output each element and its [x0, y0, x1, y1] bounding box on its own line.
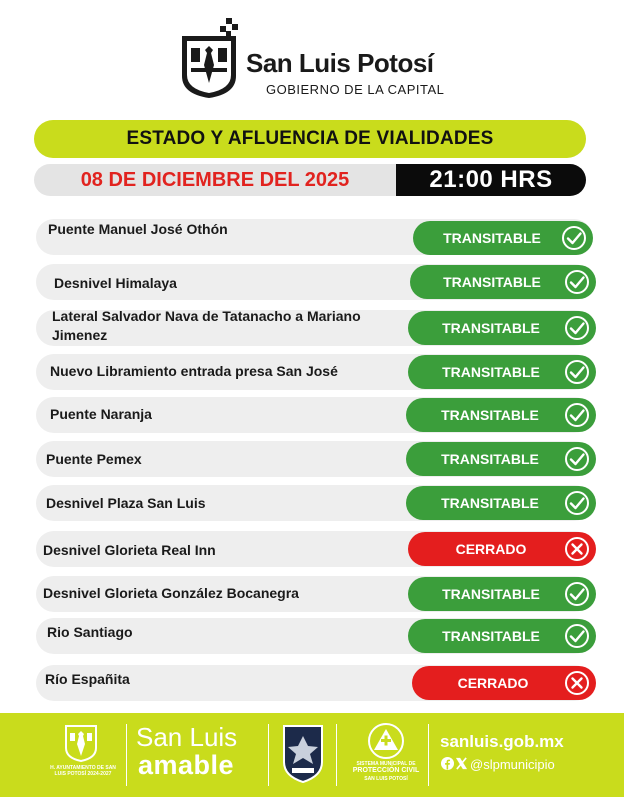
status-label: CERRADO [457, 675, 529, 691]
check-circle-icon [564, 402, 590, 428]
check-circle-icon [564, 446, 590, 472]
road-name: Puente Naranja [50, 406, 152, 422]
status-label: TRANSITABLE [441, 451, 539, 467]
status-label: TRANSITABLE [441, 495, 539, 511]
crest-icon [180, 18, 238, 98]
facebook-icon[interactable] [441, 757, 454, 770]
status-badge [408, 619, 596, 653]
status-badge [408, 355, 596, 389]
status-badge [406, 442, 596, 476]
road-name: Desnivel Glorieta González Bocanegra [43, 585, 299, 601]
status-label: TRANSITABLE [443, 230, 541, 246]
proteccion-bottom: SAN LUIS POTOSÍ [364, 776, 408, 782]
status-label: TRANSITABLE [443, 274, 541, 290]
status-badge [408, 532, 596, 566]
status-badge [406, 398, 596, 432]
report-time: 21:00 HRS [429, 166, 553, 193]
ayuntamiento-crest-icon [64, 722, 98, 762]
x-circle-icon [564, 670, 590, 696]
road-name: Desnivel Glorieta Real Inn [43, 542, 216, 558]
road-name: Desnivel Himalaya [54, 275, 177, 291]
date-bar [34, 164, 396, 196]
ayuntamiento-label: H. AYUNTAMIENTO DE SAN LUIS POTOSÍ 2024-2027 [50, 765, 116, 777]
status-label: TRANSITABLE [442, 320, 540, 336]
proteccion-top: SISTEMA MUNICIPAL DE [356, 761, 416, 767]
road-name: Nuevo Libramiento entrada presa San José [50, 363, 338, 379]
social-handle[interactable]: @slpmunicipio [470, 757, 555, 772]
status-label: TRANSITABLE [441, 407, 539, 423]
proteccion-main: PROTECCIÓN CIVIL [352, 767, 420, 774]
road-name: Puente Manuel José Othón [48, 221, 228, 237]
road-name: Rio Santiago [47, 624, 133, 640]
footer-divider [336, 724, 337, 786]
x-circle-icon [564, 536, 590, 562]
road-name: Río Españita [45, 671, 130, 687]
check-circle-icon [564, 315, 590, 341]
slogan-line2: amable [138, 750, 235, 780]
time-bar [396, 164, 586, 196]
check-circle-icon [564, 581, 590, 607]
check-circle-icon [561, 225, 587, 251]
x-twitter-icon[interactable] [455, 757, 468, 770]
brand-subtitle: GOBIERNO DE LA CAPITAL [266, 82, 445, 97]
status-badge [410, 265, 596, 299]
brand-name: San Luis Potosí [246, 48, 434, 78]
slogan-line1: San Luis [136, 722, 238, 752]
road-name: Lateral Salvador Nava de Tatanacho a Mariano Jimenez [52, 308, 361, 343]
status-badge [408, 311, 596, 345]
check-circle-icon [564, 269, 590, 295]
page-title: ESTADO Y AFLUENCIA DE VIALIDADES [126, 128, 494, 149]
road-name: Puente Pemex [46, 451, 142, 467]
report-date: 08 DE DICIEMBRE DEL 2025 [80, 168, 350, 191]
status-label: TRANSITABLE [442, 364, 540, 380]
check-circle-icon [564, 359, 590, 385]
police-badge-icon [280, 722, 326, 784]
civil-protection-icon [366, 722, 406, 760]
check-circle-icon [564, 623, 590, 649]
status-badge [406, 486, 596, 520]
status-badge [413, 221, 593, 255]
footer-divider [126, 724, 127, 786]
footer-divider [268, 724, 269, 786]
title-bar [34, 120, 586, 158]
road-name: Desnivel Plaza San Luis [46, 495, 206, 511]
status-badge [408, 577, 596, 611]
footer-divider [428, 724, 429, 786]
check-circle-icon [564, 490, 590, 516]
status-label: TRANSITABLE [442, 628, 540, 644]
website-link[interactable]: sanluis.gob.mx [440, 732, 564, 751]
status-badge [412, 666, 596, 700]
status-label: TRANSITABLE [442, 586, 540, 602]
status-label: CERRADO [455, 541, 527, 557]
